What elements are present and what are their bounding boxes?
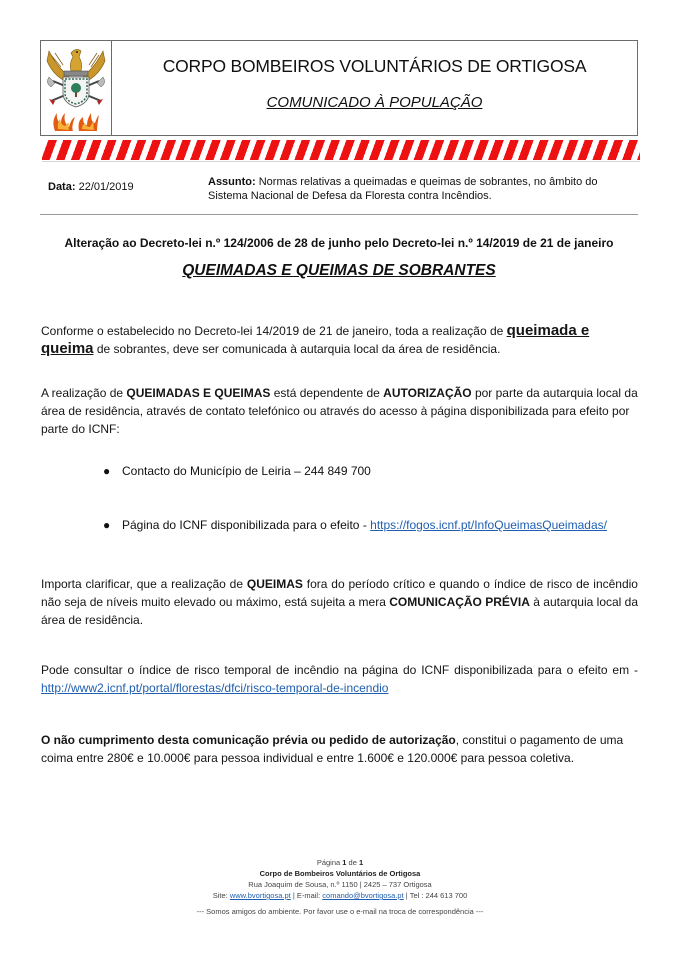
site-label: Site: [212,891,228,900]
p1-emphasis: queimada e queima [41,322,590,357]
site-link[interactable]: www.bvortigosa.pt [229,891,291,900]
footer-org-name: Corpo de Bombeiros Voluntários de Ortigosa [259,869,421,878]
notice-type: COMUNICADO À POPULAÇÃO [266,94,483,111]
contact-text: Contacto do Município de Leiria – 244 849 700 [122,464,371,478]
paragraph-2 [41,384,638,438]
p3-bold-2: COMUNICAÇÃO PRÉVIA [389,595,530,609]
p2-text-1: A realização de [41,386,127,400]
list-item-icnf-page [122,516,607,534]
subject-value: Normas relativas a queimadas e queimas de sobrantes, no âmbito do Sistema Nacional de Defesa da Floresta contra Incêndios. [208,176,598,202]
date-value: 22/01/2019 [78,181,134,193]
organization-name: CORPO BOMBEIROS VOLUNTÁRIOS DE ORTIGOSA [162,56,587,76]
paragraph-5 [41,731,638,767]
date-field [48,181,134,193]
p2-text-3: por parte da autarquia local da área de residência, através de contato telefónico ou através do acesso à página disponibilizada para efeito por parte do ICNF: [41,386,638,436]
page-of: de [348,858,357,867]
subject-field [208,175,638,203]
page-label: Página [316,858,341,867]
page-total: 1 [358,858,364,867]
p5-text: , constitui o pagamento de uma coima entre 280€ e 10.000€ para pessoa individual e entre 1.600€ e 120.000€ para pessoa coletiva. [41,733,624,765]
page-footer [150,857,530,917]
p1-text-after: de sobrantes, deve ser comunicada à autarquia local da área de residência. [93,342,501,356]
paragraph-4 [41,661,638,697]
p2-text-2: está dependente de [270,386,384,400]
decree-line: Alteração ao Decreto-lei n.º 124/2006 de 28 de junho pelo Decreto-lei n.º 14/2019 de 21 de janeiro [64,236,614,250]
p3-bold-1: QUEIMAS [246,577,303,591]
document-title: QUEIMADAS E QUEIMAS DE SOBRANTES [182,262,496,279]
icnf-page-text: Página do ICNF disponibilizada para o efeito - [122,518,371,532]
p3-text-1: Importa clarificar, que a realização de [41,577,247,591]
phone-text: | Tel : 244 613 700 [405,891,468,900]
horizontal-rule [40,214,638,215]
p1-text-before: Conforme o estabelecido no Decreto-lei 14/2019 de 21 de janeiro, toda a realização de [41,324,507,338]
email-label: | E-mail: [292,891,321,900]
page-number [150,857,530,868]
firefighters-crest-icon [41,41,111,135]
hazard-stripe-divider [42,140,640,160]
logo-cell [41,41,112,135]
footer-contacts [150,890,530,901]
risk-index-link[interactable]: http://www2.icnf.pt/portal/florestas/dfci/risco-temporal-de-incendio [41,681,389,695]
p2-bold-2: AUTORIZAÇÃO [383,386,472,400]
p3-text-2: fora do período crítico e quando o índice de risco de incêndio não seja de níveis muito elevado ou máximo, está sujeita a mera [41,577,638,609]
p4-text: Pode consultar o índice de risco temporal de incêndio na página do ICNF disponibilizada para o efeito em - [41,663,638,677]
p3-text-3: à autarquia local da área de residência. [41,595,639,627]
page-current: 1 [342,858,347,867]
icnf-queimas-link[interactable]: https://fogos.icnf.pt/InfoQueimasQueimadas/ [370,518,607,532]
stripe-underline [42,161,640,162]
email-link[interactable]: comando@bvortigosa.pt [322,891,404,900]
subject-label: Assunto: [208,176,256,188]
list-item-contact [122,462,371,480]
eco-note: --- Somos amigos do ambiente. Por favor use o e-mail na troca de correspondência --- [196,907,484,916]
p5-bold: O não cumprimento desta comunicação prévia ou pedido de autorização [41,733,456,747]
p2-bold-1: QUEIMADAS E QUEIMAS [126,386,271,400]
paragraph-3 [41,575,638,629]
bullet-icon: ● [103,518,111,532]
letterhead-box [40,40,638,136]
bullet-icon: ● [103,464,111,478]
date-label: Data: [48,181,76,193]
paragraph-1 [41,322,638,358]
footer-address: Rua Joaquim de Sousa, n.º 1150 | 2425 – 737 Ortigosa [248,880,432,889]
